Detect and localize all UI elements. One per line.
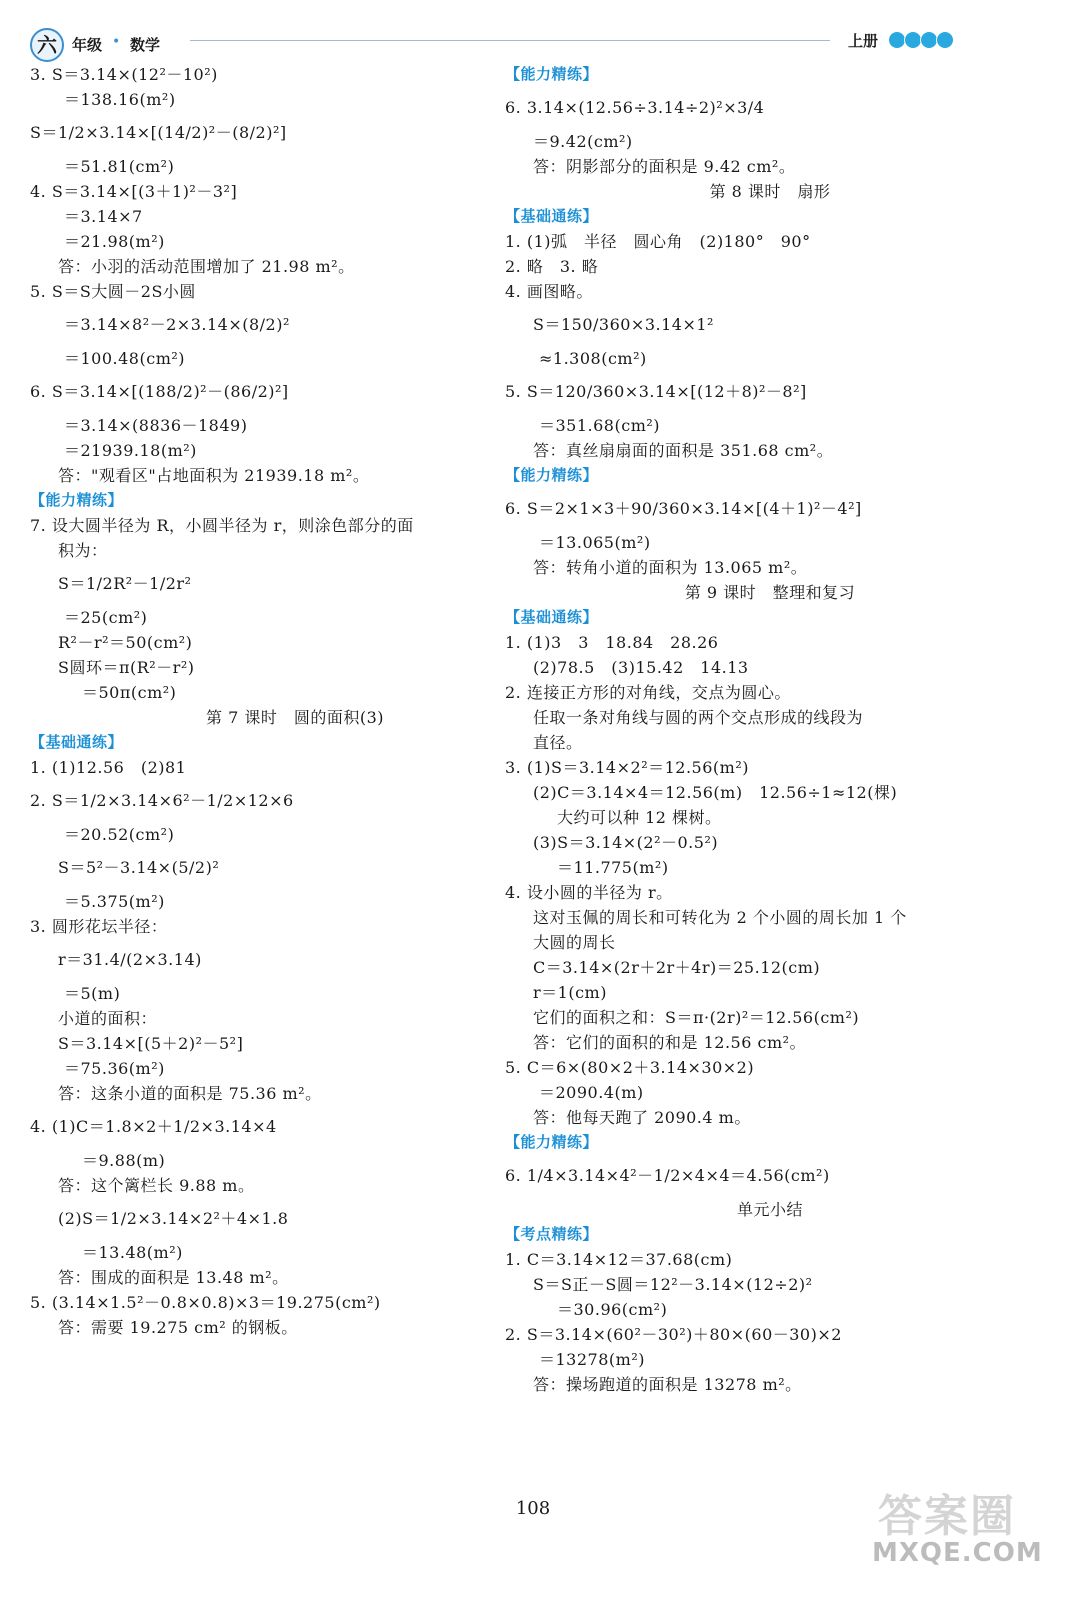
- volume-label: 上册: [848, 32, 879, 50]
- grade-badge: 六: [30, 28, 64, 62]
- answer-line: 积为：: [58, 541, 108, 560]
- answer-line: (2)S＝1/2×3.14×2²＋4×1.8: [58, 1209, 289, 1228]
- answer-line: 答：转角小道的面积为 13.065 m²。: [533, 558, 808, 577]
- answer-line: 2. S＝3.14×(60²－30²)＋80×(60－30)×2: [505, 1325, 842, 1344]
- lesson-title: 单元小结: [736, 1200, 803, 1219]
- answer-line: S＝3.14×[(5＋2)²－5²]: [58, 1034, 244, 1053]
- answer-line: 1. (1)12.56 (2)81: [30, 758, 187, 777]
- section-label: 【基础通练】: [30, 733, 124, 751]
- section-label: 【能力精练】: [505, 65, 599, 83]
- answer-line: (3)S＝3.14×(2²－0.5²): [533, 833, 719, 852]
- answer-line: S＝1/2R²－1/2r²: [58, 574, 192, 593]
- answer-line: 6. S＝2×1×3＋90/360×3.14×[(4＋1)²－4²]: [505, 499, 862, 518]
- answer-line: 直径。: [533, 733, 583, 752]
- answer-line: 3. S＝3.14×(12²－10²): [30, 65, 218, 84]
- answer-line: 1. (1)弧 半径 圆心角 (2)180° 90°: [505, 232, 811, 251]
- answer-line: 5. S＝S大圆－2S小圆: [30, 282, 196, 301]
- answer-line: r＝31.4/(2×3.14): [58, 950, 202, 969]
- answer-line: 2. 略 3. 略: [505, 257, 599, 276]
- page-number: 108: [515, 1498, 551, 1519]
- answer-line: S＝1/2×3.14×[(14/2)²－(8/2)²]: [30, 123, 287, 142]
- answer-line: S＝5²－3.14×(5/2)²: [58, 858, 220, 877]
- left-column: [30, 62, 500, 1340]
- answer-line: 6. 3.14×(12.56÷3.14÷2)²×3/4: [505, 98, 765, 117]
- answer-line: ＝351.68(cm²): [539, 416, 661, 435]
- answer-line: (2)C＝3.14×4＝12.56(m) 12.56÷1≈12(棵): [533, 783, 898, 802]
- answer-line: 这对玉佩的周长和可转化为 2 个小圆的周长加 1 个: [533, 908, 907, 927]
- answer-line: ＝3.14×8²－2×3.14×(8/2)²: [64, 315, 290, 334]
- page-header: [0, 0, 1066, 62]
- answer-line: 答：围成的面积是 13.48 m²。: [58, 1268, 289, 1287]
- answer-line: ＝21.98(m²): [64, 232, 165, 251]
- answer-line: ＝75.36(m²): [64, 1059, 165, 1078]
- answer-line: ＝11.775(m²): [557, 858, 669, 877]
- answer-line: ＝13.48(m²): [82, 1243, 183, 1262]
- answer-line: 4. S＝3.14×[(3＋1)²－3²]: [30, 182, 238, 201]
- answer-line: 3. 圆形花坛半径：: [30, 917, 168, 936]
- answer-line: S＝150/360×3.14×1²: [533, 315, 714, 334]
- header-separator: •: [112, 34, 121, 50]
- answer-line: ＝138.16(m²): [64, 90, 176, 109]
- answer-line: 5. (3.14×1.5²－0.8×0.8)×3＝19.275(cm²): [30, 1293, 381, 1312]
- answer-line: ＝100.48(cm²): [64, 349, 186, 368]
- section-label: 【基础通练】: [505, 207, 599, 225]
- answer-line: 1. (1)3 3 18.84 28.26: [505, 633, 719, 652]
- answer-line: 答：这个篱栏长 9.88 m。: [58, 1176, 255, 1195]
- answer-line: 4. 设小圆的半径为 r。: [505, 883, 673, 902]
- answer-line: 大约可以种 12 棵树。: [557, 808, 722, 827]
- answer-line: ＝3.14×7: [64, 207, 143, 226]
- answer-line: 答：阴影部分的面积是 9.42 cm²。: [533, 157, 796, 176]
- header-divider: [190, 40, 830, 41]
- answer-line: 小道的面积：: [58, 1009, 158, 1028]
- right-column: [505, 62, 975, 1397]
- answer-line: 答：需要 19.275 cm² 的钢板。: [58, 1318, 298, 1337]
- answer-line: ＝51.81(cm²): [64, 157, 175, 176]
- answer-line: 任取一条对角线与圆的两个交点形成的线段为: [533, 708, 864, 727]
- section-label: 【能力精练】: [505, 1133, 599, 1151]
- answer-line: ＝2090.4(m): [539, 1083, 644, 1102]
- section-label: 【能力精练】: [505, 466, 599, 484]
- answer-line: 7. 设大圆半径为 R，小圆半径为 r，则涂色部分的面: [30, 516, 414, 535]
- subject-label: 数学: [130, 36, 161, 54]
- decorative-dots-icon: [888, 31, 952, 49]
- answer-line: 5. S＝120/360×3.14×[(12＋8)²－8²]: [505, 382, 807, 401]
- answer-line: ＝21939.18(m²): [64, 441, 197, 460]
- answer-line: ＝9.42(cm²): [533, 132, 633, 151]
- lesson-title: 第 7 课时 圆的面积(3): [205, 708, 385, 727]
- answer-line: 6. 1/4×3.14×4²－1/2×4×4＝4.56(cm²): [505, 1166, 830, 1185]
- answer-line: 4. 画图略。: [505, 282, 593, 301]
- answer-line: 答：他每天跑了 2090.4 m。: [533, 1108, 751, 1127]
- answer-line: 答："观看区"占地面积为 21939.18 m²。: [58, 466, 370, 485]
- answer-line: 大圆的周长: [533, 933, 616, 952]
- answer-line: ＝13278(m²): [539, 1350, 645, 1369]
- watermark-logo: [872, 1480, 1043, 1580]
- answer-line: ＝25(cm²): [64, 608, 148, 627]
- answer-line: R²－r²＝50(cm²): [58, 633, 193, 652]
- lesson-title: 第 9 课时 整理和复习: [684, 583, 856, 602]
- answer-line: 答：真丝扇扇面的面积是 351.68 cm²。: [533, 441, 834, 460]
- answer-line: ＝30.96(cm²): [557, 1300, 668, 1319]
- answer-line: ＝5(m): [64, 984, 121, 1003]
- section-label: 【基础通练】: [505, 608, 599, 626]
- answer-line: 4. (1)C＝1.8×2＋1/2×3.14×4: [30, 1117, 277, 1136]
- answer-line: ＝13.065(m²): [539, 533, 651, 552]
- section-label: 【考点精练】: [505, 1225, 599, 1243]
- answer-line: 答：这条小道的面积是 75.36 m²。: [58, 1084, 322, 1103]
- answer-line: ＝9.88(m): [82, 1151, 166, 1170]
- answer-line: 6. S＝3.14×[(188/2)²－(86/2)²]: [30, 382, 289, 401]
- answer-line: r＝1(cm): [533, 983, 607, 1002]
- answer-line: S＝S正－S圆＝12²－3.14×(12÷2)²: [533, 1275, 813, 1294]
- answer-line: S圆环＝π(R²－r²): [58, 658, 195, 677]
- answer-line: 答：小羽的活动范围增加了 21.98 m²。: [58, 257, 355, 276]
- answer-line: 答：它们的面积的和是 12.56 cm²。: [533, 1033, 807, 1052]
- answer-line: ＝3.14×(8836－1849): [64, 416, 248, 435]
- answer-line: ＝50π(cm²): [82, 683, 177, 702]
- watermark-text-bottom: MXQE.COM: [872, 1538, 1043, 1568]
- lesson-title: 第 8 课时 扇形: [709, 182, 831, 201]
- answer-line: 5. C＝6×(80×2＋3.14×30×2): [505, 1058, 755, 1077]
- answer-line: 答：操场跑道的面积是 13278 m²。: [533, 1375, 802, 1394]
- answer-line: 2. S＝1/2×3.14×6²－1/2×12×6: [30, 791, 294, 810]
- answer-line: (2)78.5 (3)15.42 14.13: [533, 658, 749, 677]
- answer-line: ＝20.52(cm²): [64, 825, 175, 844]
- section-label: 【能力精练】: [30, 491, 124, 509]
- answer-line: ＝5.375(m²): [64, 892, 165, 911]
- grade-label: 年级: [72, 36, 103, 54]
- answer-line: 3. (1)S＝3.14×2²＝12.56(m²): [505, 758, 749, 777]
- answer-line: 2. 连接正方形的对角线，交点为圆心。: [505, 683, 791, 702]
- watermark-text-top: 答案圈: [878, 1491, 1016, 1542]
- answer-line: 它们的面积之和：S＝π·(2r)²＝12.56(cm²): [533, 1008, 860, 1027]
- answer-line: ≈1.308(cm²): [539, 349, 647, 368]
- answer-line: C＝3.14×(2r＋2r＋4r)＝25.12(cm): [533, 958, 821, 977]
- answer-line: 1. C＝3.14×12＝37.68(cm): [505, 1250, 733, 1269]
